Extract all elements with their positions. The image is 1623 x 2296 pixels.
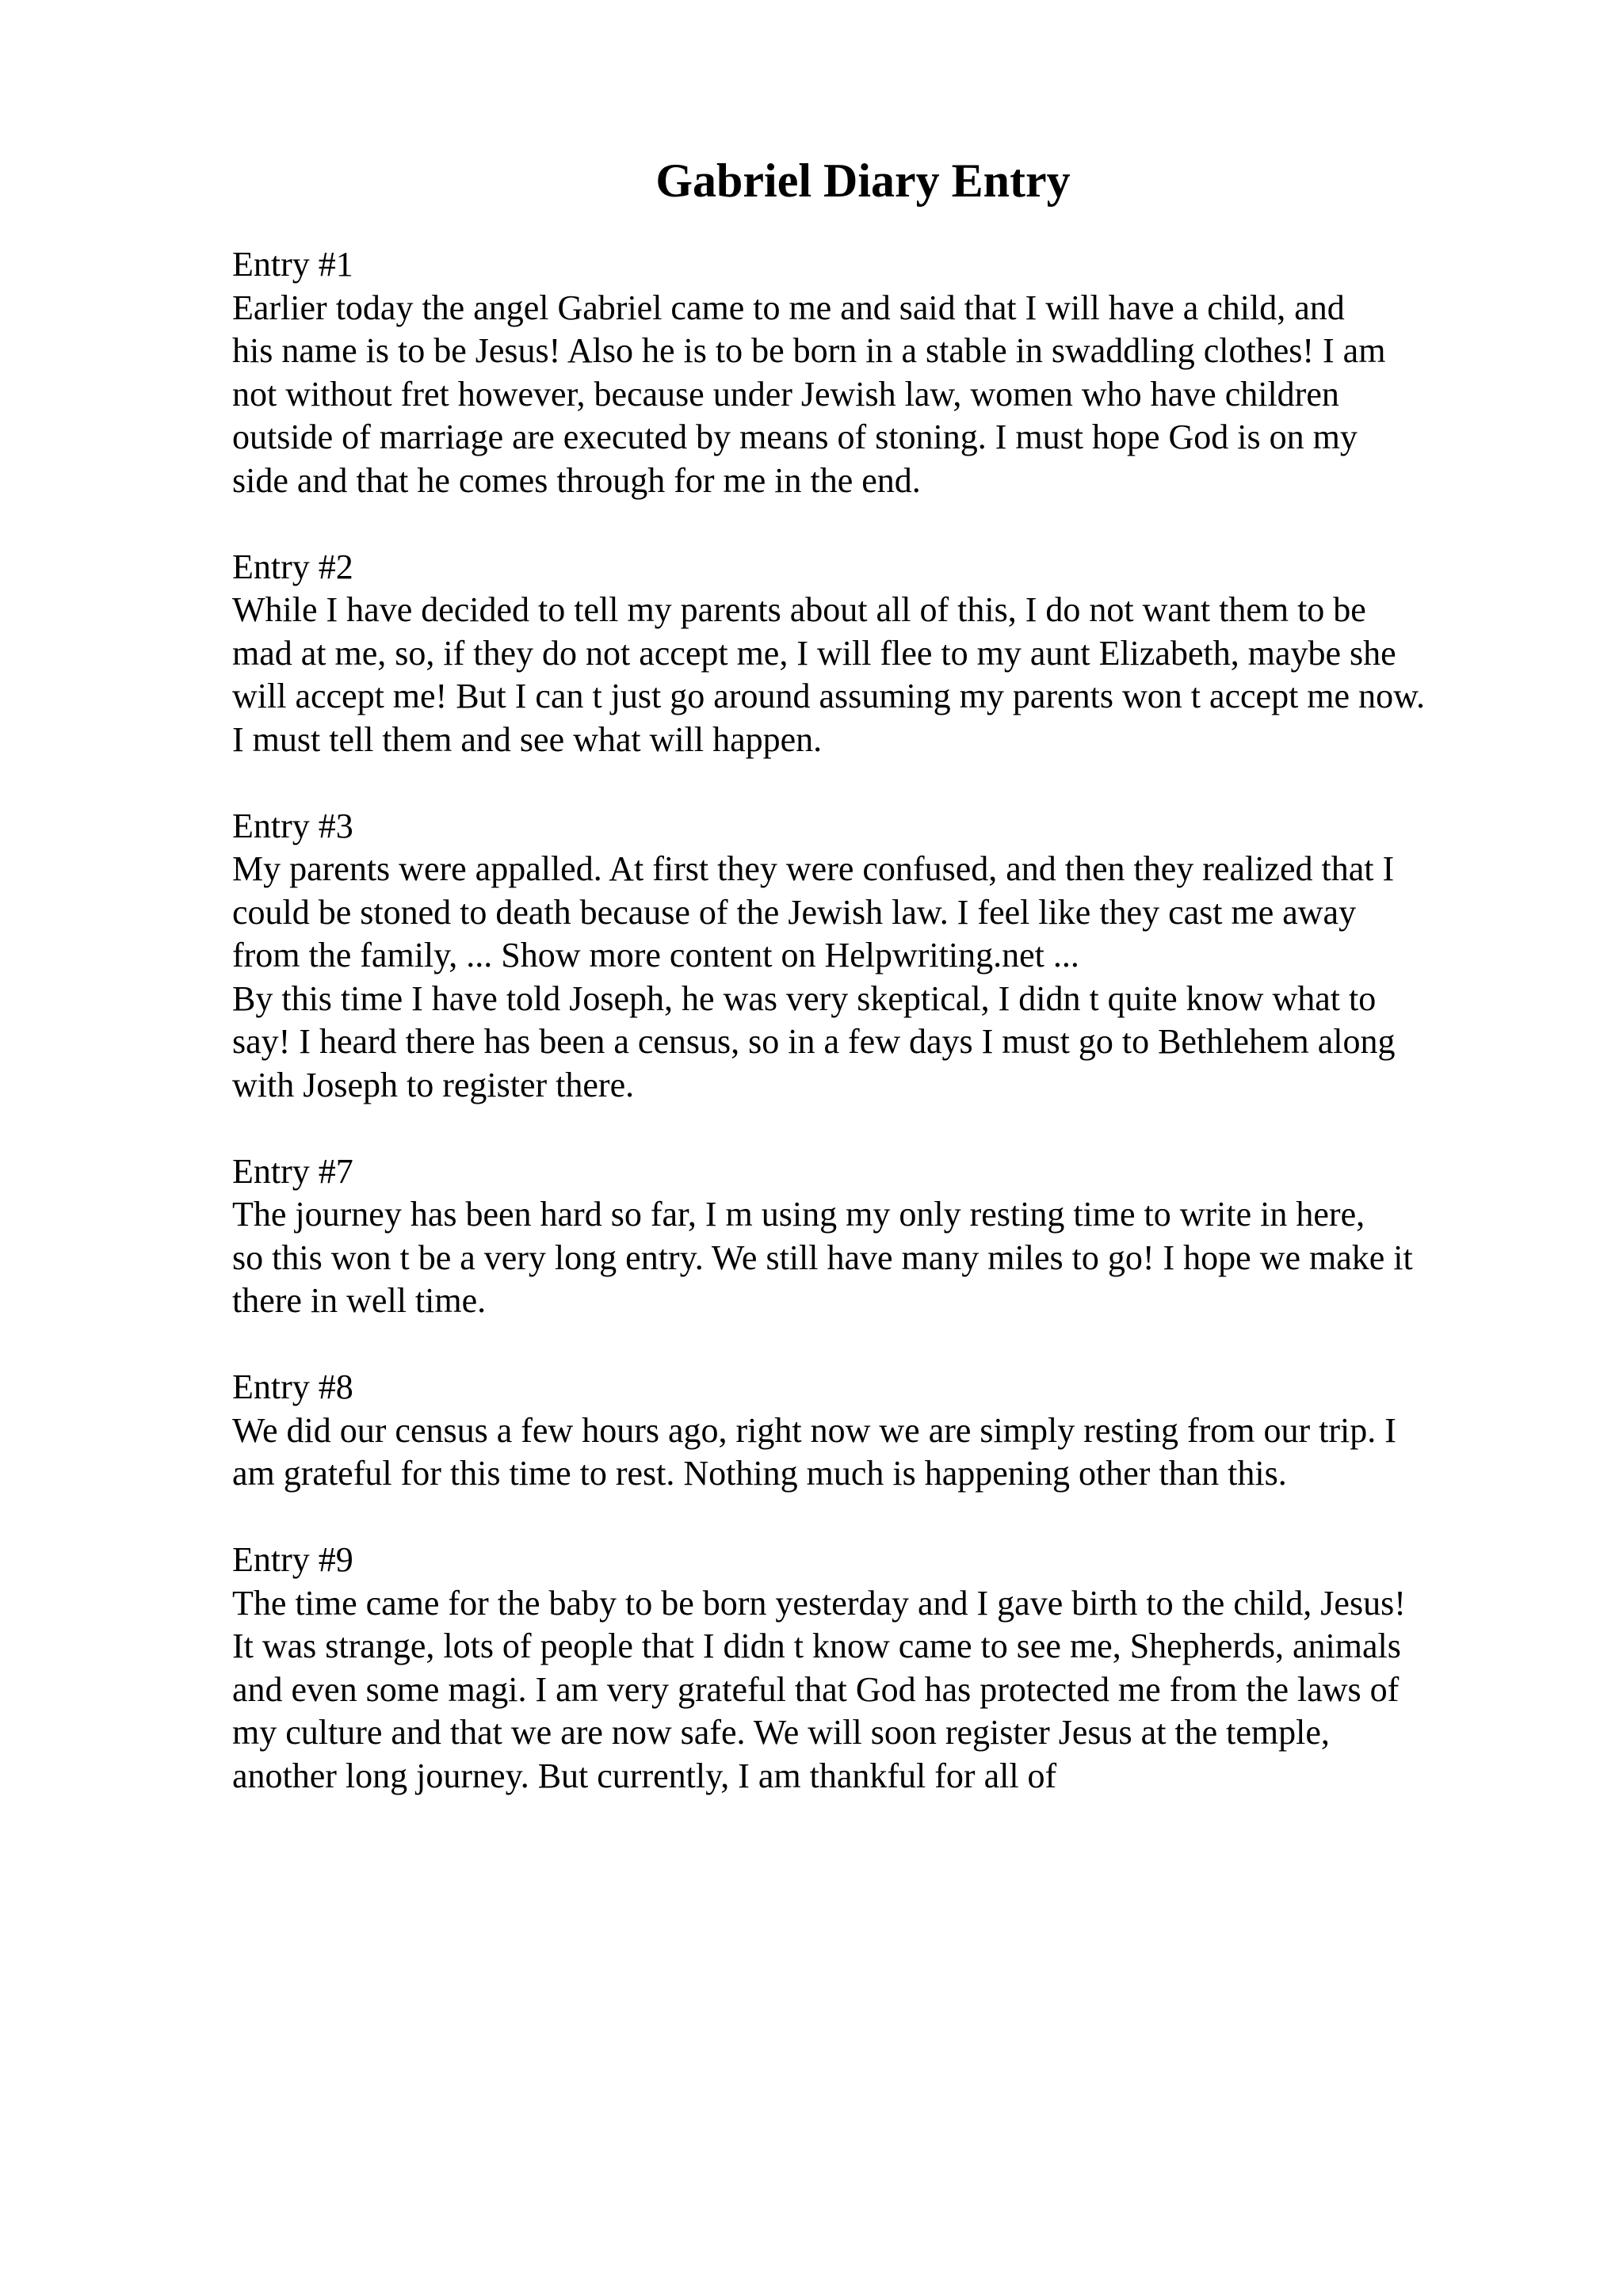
entry-line: Earlier today the angel Gabriel came to me and said that I will have a child, and xyxy=(232,288,1345,327)
entry-line: The time came for the baby to be born yesterday and I gave birth to the child, Jesus! xyxy=(232,1583,1406,1623)
entry-line: so this won t be a very long entry. We still have many miles to go! I hope we make it xyxy=(232,1238,1413,1277)
entry-line: My parents were appalled. At first they were confused, and then they realized that I xyxy=(232,849,1395,888)
entry-line: another long journey. But currently, I am thankful for all of xyxy=(232,1756,1057,1795)
entry-heading: Entry #9 xyxy=(232,1540,353,1579)
entry-line: there in well time. xyxy=(232,1281,487,1320)
entry-line: The journey has been hard so far, I m using my only resting time to write in here, xyxy=(232,1195,1365,1234)
diary-entry-7 xyxy=(232,1150,1595,1323)
entry-line: side and that he comes through for me in the end. xyxy=(232,460,921,500)
entry-line: outside of marriage are executed by means of stoning. I must hope God is on my xyxy=(232,418,1358,456)
entry-line: While I have decided to tell my parents about all of this, I do not want them to be xyxy=(232,590,1366,629)
entry-line: By this time I have told Joseph, he was very skeptical, I didn t quite know what to xyxy=(232,978,1377,1018)
diary-entry-9 xyxy=(232,1539,1595,1798)
diary-entry-2 xyxy=(232,546,1595,762)
entry-line: could be stoned to death because of the Jewish law. I feel like they cast me away xyxy=(232,892,1357,932)
entry-heading: Entry #3 xyxy=(232,806,353,845)
entry-line: with Joseph to register there. xyxy=(232,1065,635,1104)
entry-line: I must tell them and see what will happen. xyxy=(232,719,823,759)
entry-line: my culture and that we are now safe. We will soon register Jesus at the temple, xyxy=(232,1713,1330,1752)
entry-line: will accept me! But I can t just go around assuming my parents won t accept me now. xyxy=(232,677,1425,715)
entry-line: We did our census a few hours ago, right now we are simply resting from our trip. I xyxy=(232,1410,1396,1450)
entry-line: am grateful for this time to rest. Nothing much is happening other than this. xyxy=(232,1454,1287,1493)
entry-line: from the family, ... Show more content on Helpwriting.net ... xyxy=(232,936,1079,974)
entry-line: say! I heard there has been a census, so in a few days I must go to Bethlehem along xyxy=(232,1022,1396,1061)
document-body xyxy=(232,243,1595,1841)
entry-line: not without fret however, because under Jewish law, women who have children xyxy=(232,374,1339,414)
entry-line: and even some magi. I am very grateful that God has protected me from the laws of xyxy=(232,1669,1400,1709)
entry-line: his name is to be Jesus! Also he is to be born in a stable in swaddling clothes! I am xyxy=(232,331,1386,370)
entry-heading: Entry #2 xyxy=(232,547,353,586)
entry-heading: Entry #7 xyxy=(232,1151,353,1191)
entry-line: mad at me, so, if they do not accept me, I will flee to my aunt Elizabeth, maybe she xyxy=(232,633,1396,673)
entry-line: It was strange, lots of people that I didn t know came to see me, Shepherds, animals xyxy=(232,1627,1401,1665)
document-title: Gabriel Diary Entry xyxy=(655,154,1071,207)
entry-heading: Entry #8 xyxy=(232,1367,353,1406)
diary-entry-1 xyxy=(232,243,1595,502)
diary-entry-3 xyxy=(232,805,1595,1108)
entry-heading: Entry #1 xyxy=(232,245,353,284)
diary-entry-8 xyxy=(232,1366,1595,1496)
